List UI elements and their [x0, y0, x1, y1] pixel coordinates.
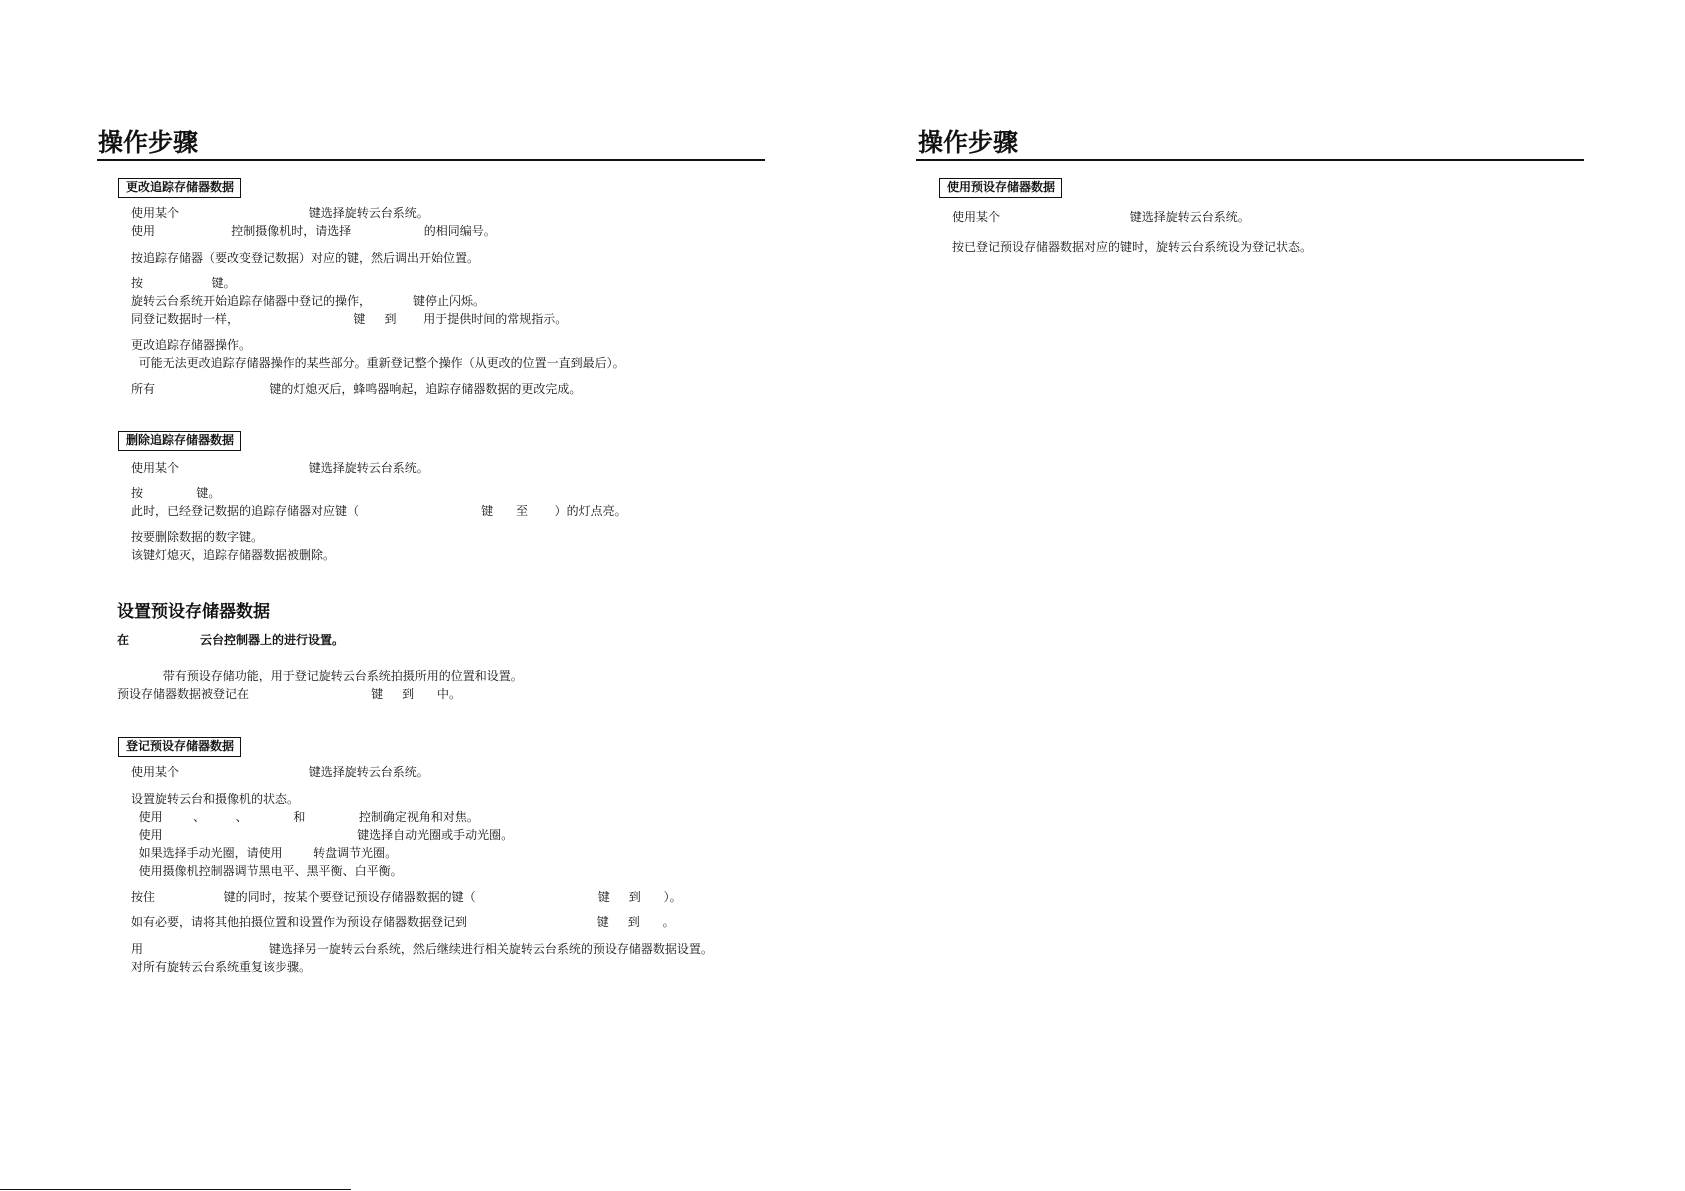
left-page	[0, 0, 842, 1191]
step-line: 按追踪存储器（要改变登记数据）对应的键，然后调出开始位置。	[131, 251, 480, 265]
step-line: 按 键。	[131, 276, 236, 290]
step-line: 使用某个 键选择旋转云台系统。	[131, 461, 429, 475]
step-line: 按 键。	[131, 486, 221, 500]
step-line: 对所有旋转云台系统重复该步骤。	[131, 960, 312, 974]
step-line: 旋转云台系统开始追踪存储器中登记的操作， 键停止闪烁。	[131, 294, 485, 308]
footer-rule	[0, 1189, 351, 1190]
section-heading-preset: 设置预设存储器数据	[117, 602, 270, 622]
right-page	[842, 0, 1685, 1191]
step-line: 使用 控制摄像机时，请选择 的相同编号。	[131, 224, 496, 238]
step-line: 使用某个 键选择旋转云台系统。	[131, 206, 429, 220]
step-line: 更改追踪存储器操作。	[131, 338, 252, 352]
step-line: 按已登记预设存储器数据对应的键时，旋转云台系统设为登记状态。	[952, 240, 1313, 254]
page-title: 操作步骤	[918, 128, 1019, 157]
body-line: 带有预设存储功能，用于登记旋转云台系统拍摄所用的位置和设置。	[117, 669, 523, 683]
step-line: 如有必要，请将其他拍摄位置和设置作为预设存储器数据登记到 键 到 。	[131, 915, 675, 929]
section-label-change-tracking: 更改追踪存储器数据	[118, 178, 241, 198]
step-line: 使用某个 键选择旋转云台系统。	[131, 765, 429, 779]
step-line: 按住 键的同时，按某个要登记预设存储器数据的键（ 键 到 ）。	[131, 890, 682, 904]
section-subheading: 在 云台控制器上的进行设置。	[117, 633, 345, 647]
step-line: 此时，已经登记数据的追踪存储器对应键（ 键 至 ）的灯点亮。	[131, 504, 627, 518]
section-label-register-preset: 登记预设存储器数据	[118, 737, 241, 757]
sub-step-line: 使用 键选择自动光圈或手动光圈。	[131, 828, 514, 842]
sub-step-line: 如果选择手动光圈，请使用 转盘调节光圈。	[131, 846, 398, 860]
step-line: 用 键选择另一旋转云台系统，然后继续进行相关旋转云台系统的预设存储器数据设置。	[131, 942, 713, 956]
sub-step-line: 使用摄像机控制器调节黑电平、黑平衡、白平衡。	[131, 864, 403, 878]
body-line: 预设存储器数据被登记在 键 到 中。	[117, 687, 462, 701]
step-line: 按要删除数据的数字键。	[131, 530, 264, 544]
step-line: 该键灯熄灭，追踪存储器数据被删除。	[131, 548, 336, 562]
step-line: 所有 键的灯熄灭后，蜂鸣器响起，追踪存储器数据的更改完成。	[131, 382, 582, 396]
title-rule	[916, 159, 1584, 161]
section-label-delete-tracking: 删除追踪存储器数据	[118, 431, 241, 451]
section-label-use-preset: 使用预设存储器数据	[939, 178, 1062, 198]
sub-step-line: 使用 、 、 和 控制确定视角和对焦。	[131, 810, 479, 824]
note-line: 可能无法更改追踪存储器操作的某些部分。重新登记整个操作（从更改的位置一直到最后）。	[131, 356, 625, 370]
page-title: 操作步骤	[98, 128, 199, 157]
step-line: 同登记数据时一样， 键 到 用于提供时间的常规指示。	[131, 312, 568, 326]
step-line: 设置旋转云台和摄像机的状态。	[131, 792, 300, 806]
title-rule	[97, 159, 765, 161]
step-line: 使用某个 键选择旋转云台系统。	[952, 210, 1250, 224]
